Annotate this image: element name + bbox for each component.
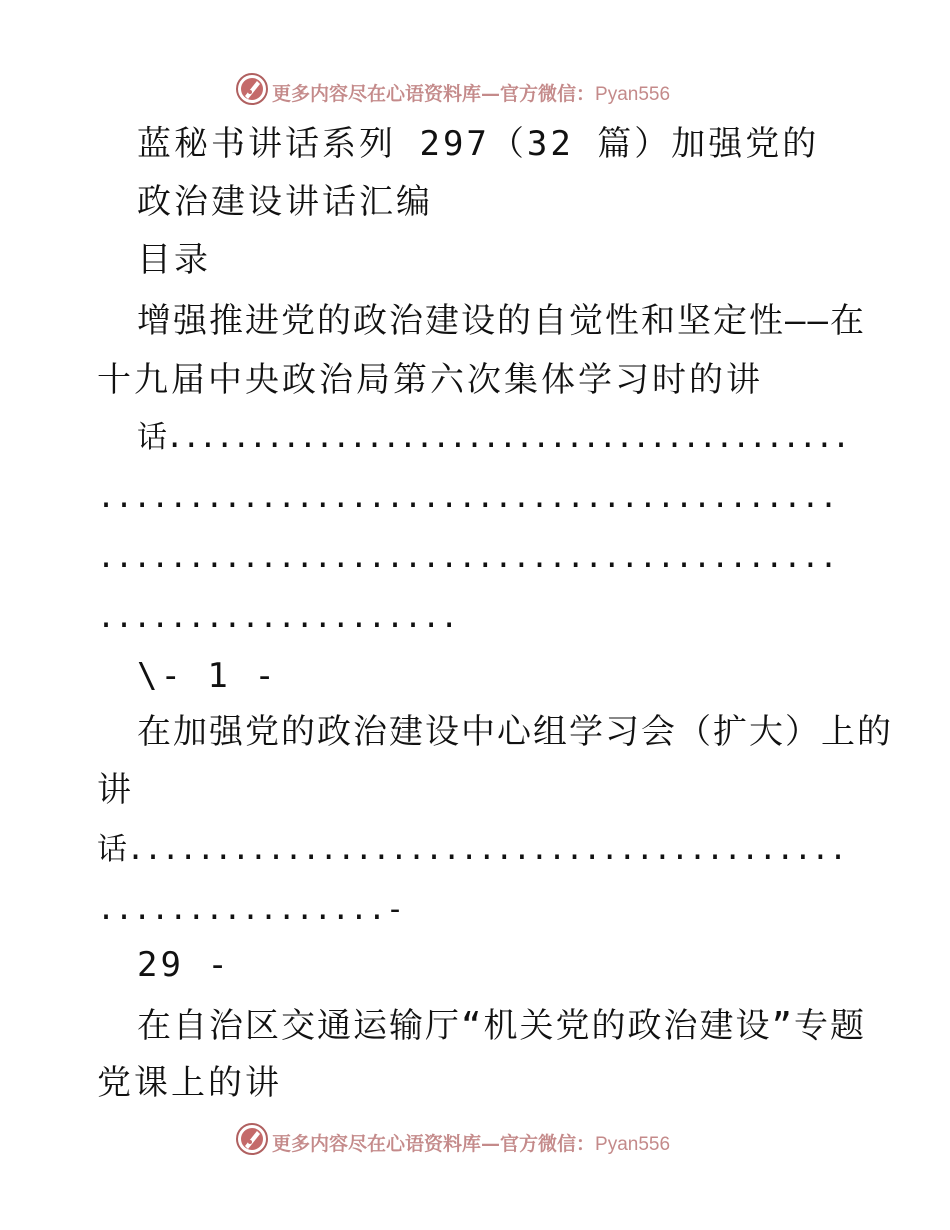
toc-entry-1-title-line-2: 十九届中央政治局第六次集体学习时的讲 [97, 360, 763, 400]
toc-entry-1-leader-dots-3: .................... [97, 600, 459, 635]
toc-entry-2-title-line-1: 在加强党的政治建设中心组学习会（扩大）上的 [137, 712, 893, 752]
toc-entry-1-leader-dots-1: ......................................... [97, 480, 838, 515]
toc-heading: 目录 [137, 240, 211, 280]
toc-entry-3-title-line-1: 在自治区交通运输厅“机关党的政治建设”专题 [137, 1006, 866, 1046]
watermark-text: 更多内容尽在心语资料库—官方微信：Pyan556 [272, 83, 671, 105]
document-title-line-1: 蓝秘书讲话系列 297（32 篇）加强党的 [137, 124, 820, 164]
toc-entry-2-title-line-2: 讲 [97, 770, 134, 810]
toc-entry-3-title-line-2: 党课上的讲 [97, 1063, 282, 1103]
toc-entry-1-page-number: \- 1 - [137, 656, 278, 696]
watermark-text: 更多内容尽在心语资料库—官方微信：Pyan556 [272, 1133, 671, 1155]
toc-entry-2-title-line-3: 话......................................... [97, 832, 847, 867]
document-title-line-2: 政治建设讲话汇编 [137, 182, 433, 222]
toc-entry-1-title-line-3: 话......................................... [137, 420, 849, 455]
toc-entry-1-title-line-1: 增强推进党的政治建设的自觉性和坚定性——在 [137, 301, 866, 341]
toc-entry-1-leader-dots-2: ......................................... [97, 540, 838, 575]
pen-nib-logo-icon [235, 1122, 269, 1156]
toc-entry-2-leader-dots-1: ................- [97, 892, 405, 927]
watermark-banner-bottom [0, 1120, 950, 1160]
pen-nib-logo-icon [235, 72, 269, 106]
watermark-banner-top [0, 70, 950, 110]
toc-entry-2-page-number: 29 - [137, 945, 231, 985]
